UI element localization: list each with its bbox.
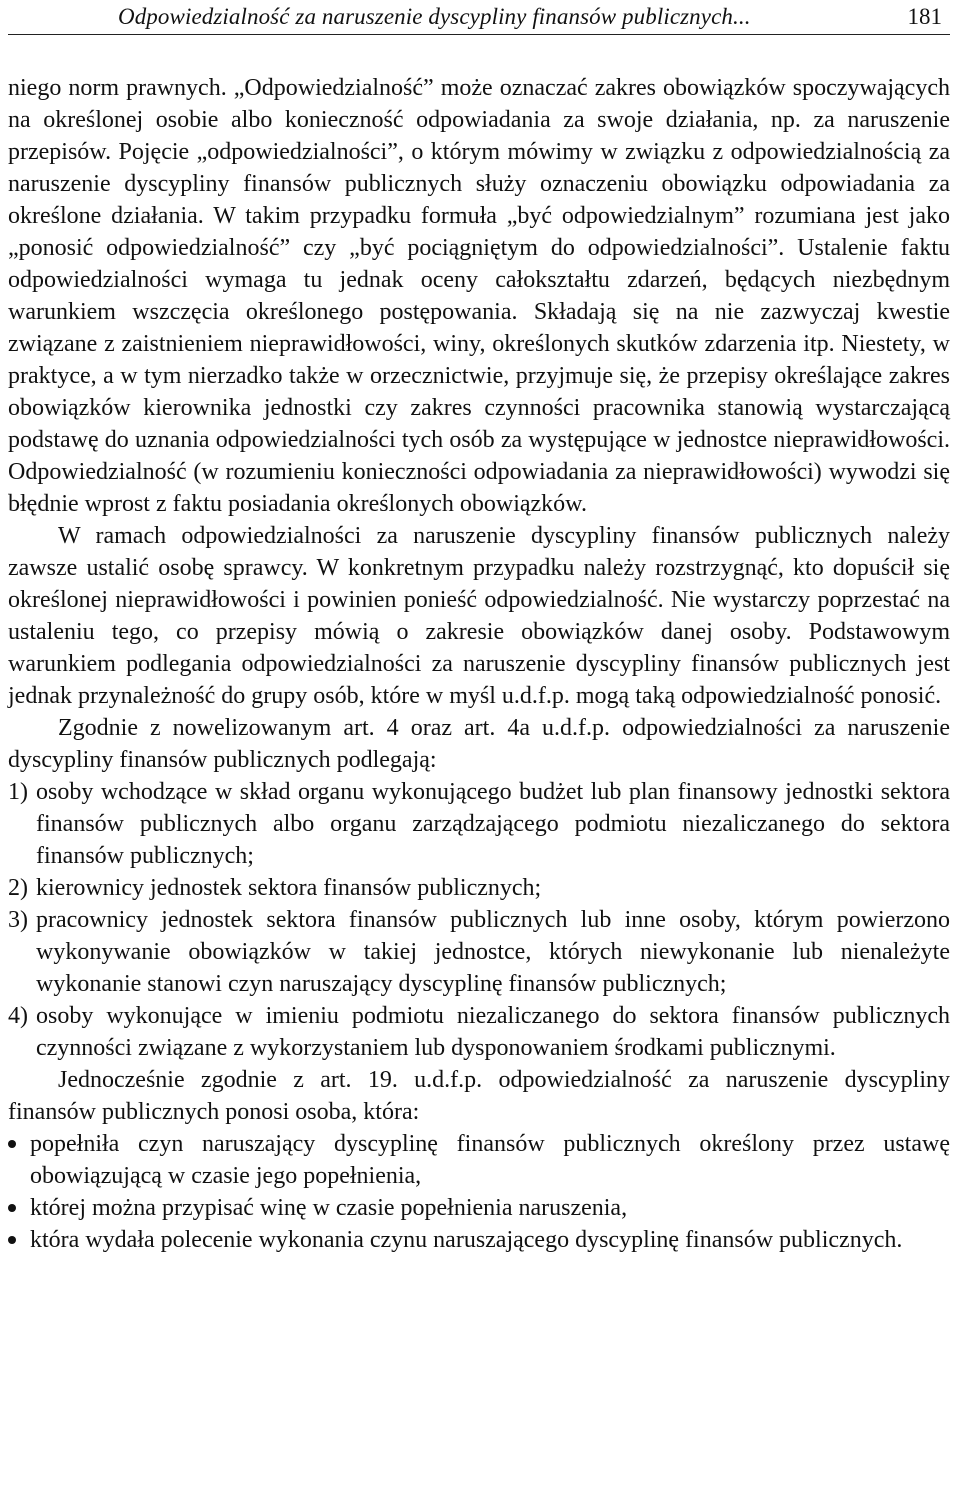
body-text bbox=[8, 72, 950, 1256]
bullet-icon bbox=[8, 1140, 16, 1148]
paragraph: W ramach odpowiedzialności za naruszenie dyscypliny finansów publicznych należy zawsze ustalić osobę sprawcy. W konkretnym przypadku należy rozstrzygnąć, kto dopuścił się określonej nieprawidłowości i powinien ponieść odpowiedzialność. Nie wystarczy poprzestać na ustaleniu tego, co przepisy mówią o zakresie obowiązków danej osoby. Podstawowym warunkiem podlegania odpowiedzialności za naruszenie dyscypliny finansów publicznych jest jednak przynależność do grupy osób, które w myśl u.d.f.p. mogą taką odpowiedzialność ponosić. bbox=[8, 523, 950, 709]
numbered-list bbox=[8, 776, 950, 1064]
running-title: Odpowiedzialność za naruszenie dyscypliny finansów publicznych... bbox=[118, 4, 751, 29]
list-number: 3) bbox=[8, 907, 28, 933]
paragraph: Zgodnie z nowelizowanym art. 4 oraz art. 4a u.d.f.p. odpowiedzialności za naruszenie dyscypliny finansów publicznych podlegają: bbox=[8, 715, 950, 773]
list-number: 2) bbox=[8, 875, 28, 901]
list-number: 1) bbox=[8, 779, 28, 805]
list-item-text: osoby wykonujące w imieniu podmiotu niezaliczanego do sektora finansów publicznych czynności związane z wykorzystaniem lub dysponowaniem środkami publicznymi. bbox=[36, 1003, 950, 1061]
list-item-text: pracownicy jednostek sektora finansów publicznych lub inne osoby, którym powierzono wykonywanie obowiązków w takiej jednostce, których niewykonanie lub nienależyte wykonanie stanowi czyn naruszający dyscyplinę finansów publicznych; bbox=[36, 907, 950, 997]
numbered-list-item bbox=[8, 872, 950, 904]
bullet-icon bbox=[8, 1236, 16, 1244]
numbered-list-item bbox=[8, 1000, 950, 1064]
numbered-list-item bbox=[8, 776, 950, 872]
bullet-list bbox=[8, 1128, 950, 1256]
list-item-text: która wydała polecenie wykonania czynu naruszającego dyscyplinę finansów publicznych. bbox=[30, 1227, 903, 1253]
paragraph: niego norm prawnych. „Odpowiedzialność” może oznaczać zakres obowiązków spoczywających na określonej osobie albo konieczność odpowiadania za swoje działania, np. za naruszenie przepisów. Pojęcie „odpowiedzialności”, o którym mówimy w związku z odpowiedzialnością za naruszenie dyscypliny finansów publicznych służy oznaczeniu obowiązku odpowiadania za określone działania. W takim przypadku formuła „być odpowiedzialnym” rozumiana jest jako „ponosić odpowiedzialność” czy „być pociągniętym do odpowiedzialności”. Ustalenie faktu odpowiedzialności wymaga tu jednak oceny całokształtu zdarzeń, będących niezbędnym warunkiem wszczęcia określonego postępowania. Składają się na nie zazwyczaj kwestie związane z zaistnieniem nieprawidłowości, winy, określonych skutków zdarzenia itp. Niestety, w praktyce, a w tym nierzadko także w orzecznictwie, przyjmuje się, że przepisy określające zakres obowiązków kierownika jednostki czy zakres czynności pracownika stanowią wystarczającą podstawę do uznania odpowiedzialności tych osób za występujące w jednostce nieprawidłowości. Odpowiedzialność (w rozumieniu konieczności odpowiadania za nieprawidłowości) wywodzi się błędnie wprost z faktu posiadania określonych obowiązków. bbox=[8, 75, 950, 517]
bullet-list-item bbox=[8, 1224, 950, 1256]
bullet-list-item bbox=[8, 1128, 950, 1192]
list-item-text: popełniła czyn naruszający dyscyplinę finansów publicznych określony przez ustawę obowiązującą w czasie jego popełnienia, bbox=[30, 1131, 950, 1189]
bullet-list-item bbox=[8, 1192, 950, 1224]
numbered-list-item bbox=[8, 904, 950, 1000]
list-item-text: której można przypisać winę w czasie popełnienia naruszenia, bbox=[30, 1195, 628, 1221]
page-number: 181 bbox=[907, 4, 942, 29]
list-number: 4) bbox=[8, 1003, 28, 1029]
paragraph: Jednocześnie zgodnie z art. 19. u.d.f.p. odpowiedzialność za naruszenie dyscypliny finansów publicznych ponosi osoba, która: bbox=[8, 1067, 950, 1125]
running-header bbox=[8, 0, 950, 35]
list-item-text: kierownicy jednostek sektora finansów publicznych; bbox=[36, 875, 542, 901]
bullet-icon bbox=[8, 1204, 16, 1212]
list-item-text: osoby wchodzące w skład organu wykonującego budżet lub plan finansowy jednostki sektora finansów publicznych albo organu zarządzającego podmiotu niezaliczanego do sektora finansów publicznych; bbox=[36, 779, 950, 869]
